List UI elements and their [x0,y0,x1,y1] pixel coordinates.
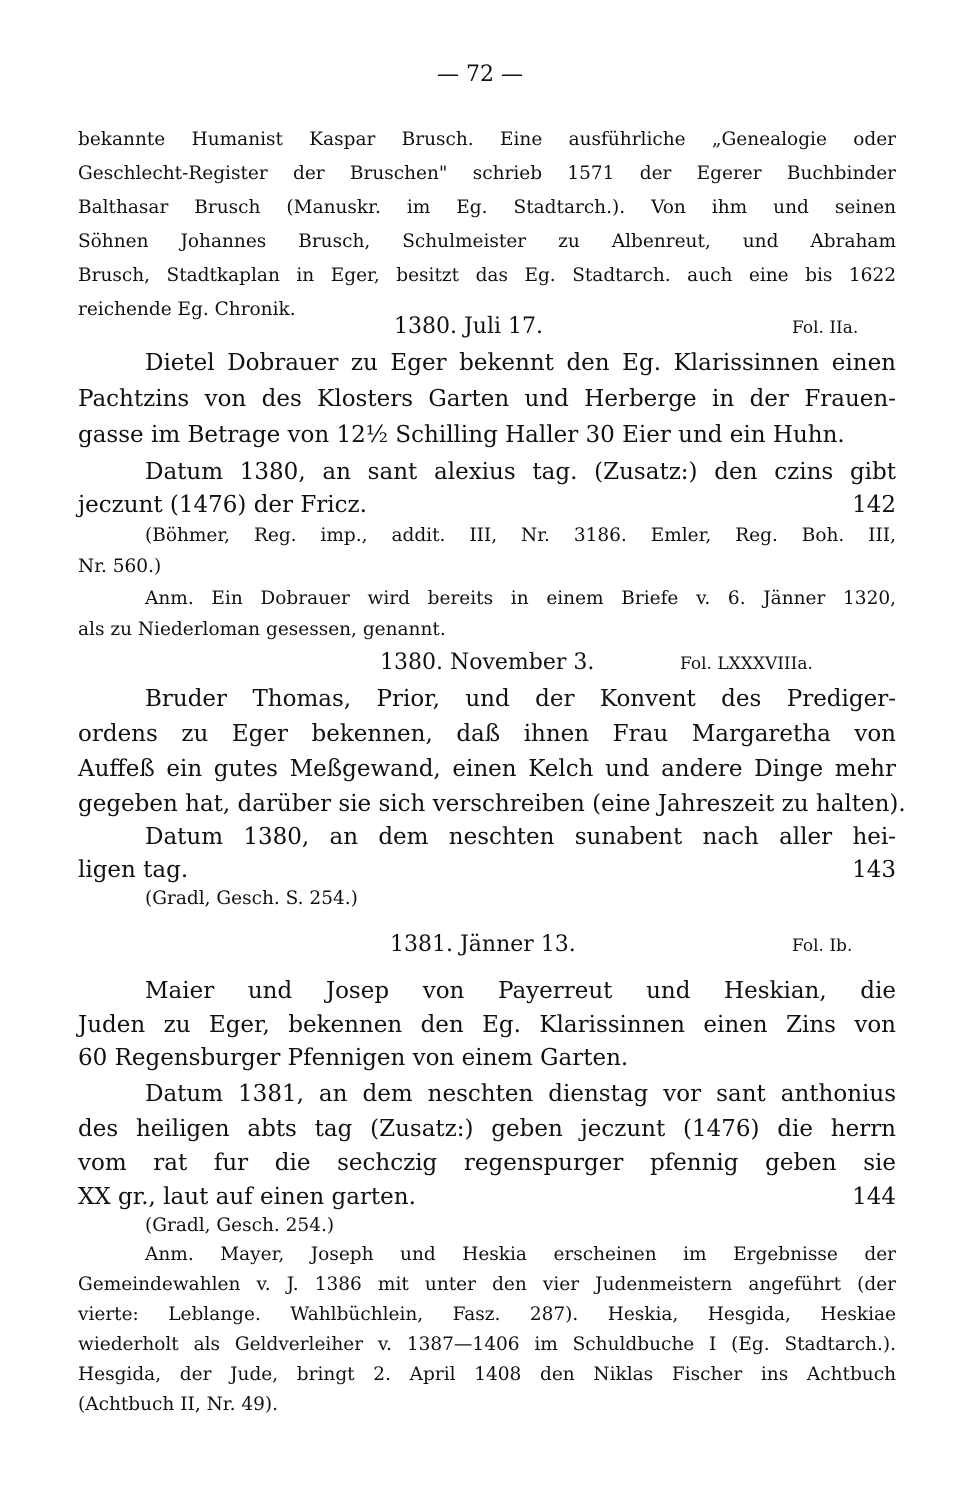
intro-line: Geschlecht-Register der Bruschen" schrieb 1571 der Egerer Buchbinder [78,163,896,184]
intro-line: bekannte Humanist Kaspar Brusch. Eine ausführliche „Genealogie oder [78,129,896,150]
intro-line: reichende Eg. Chronik. [78,299,296,320]
entry-summary-line: Auffeß ein gutes Meßgewand, einen Kelch und andere Dinge mehr [78,756,896,782]
page-number: — 72 — [437,62,523,87]
entry-summary-line: Pachtzins von des Klosters Garten und Herberge in der Frauen- [78,386,896,412]
entry-note-line: Gemeindewahlen v. J. 1386 mit unter den vier Judenmeistern angeführt (der [78,1274,896,1295]
entry-folio: Fol. IIa. [792,318,859,338]
entry-folio: Fol. Ib. [792,936,853,956]
entry-note-line: Anm. Mayer, Joseph und Heskia erscheinen im Ergebnisse der [145,1244,896,1265]
entry-datum-final-line [78,494,896,517]
entry-datum-line: ligen tag. [78,857,189,883]
entry-datum-line: jeczunt (1476) der Fricz. [78,492,367,518]
entry-datum-line: vom rat fur die sechczig regenspurger pfennig geben sie [78,1150,896,1176]
entry-number: 142 [852,492,896,518]
entry-date: 1380. November 3. [380,650,595,675]
entry-note-line: Anm. Ein Dobrauer wird bereits in einem Briefe v. 6. Jänner 1320, [145,588,896,609]
entry-datum-line: des heiligen abts tag (Zusatz:) geben jeczunt (1476) die herrn [78,1116,896,1142]
entry-summary-line: Maier und Josep von Payerreut und Heskian, die [145,978,896,1004]
intro-line: Söhnen Johannes Brusch, Schulmeister zu Albenreut, und Abraham [78,231,896,252]
entry-date: 1381. Jänner 13. [390,932,576,957]
intro-line: Brusch, Stadtkaplan in Eger, besitzt das Eg. Stadtarch. auch eine bis 1622 [78,265,896,286]
entry-datum-line: XX gr., laut auf einen garten. [78,1184,416,1210]
entry-summary-line: Bruder Thomas, Prior, und der Konvent des Prediger- [145,686,896,712]
entry-reference-line: (Gradl, Gesch. 254.) [145,1215,335,1236]
entry-datum-line: Datum 1381, an dem neschten dienstag vor sant anthonius [145,1081,896,1107]
entry-date: 1380. Juli 17. [394,314,544,339]
entry-summary-line: Juden zu Eger, bekennen den Eg. Klarissinnen einen Zins von [78,1012,896,1038]
entry-datum-line: Datum 1380, an sant alexius tag. (Zusatz:) den czins gibt [145,459,896,485]
entry-note-line: vierte: Leblange. Wahlbüchlein, Fasz. 287). Heskia, Hesgida, Heskiae [78,1304,896,1325]
entry-datum-final-line [78,859,896,882]
entry-number: 143 [852,857,896,883]
entry-number: 144 [852,1184,896,1210]
entry-summary-line: gasse im Betrage von 12½ Schilling Haller 30 Eier und ein Huhn. [78,422,845,448]
entry-note-line: (Achtbuch II, Nr. 49). [78,1394,278,1415]
entry-reference-line: (Böhmer, Reg. imp., addit. III, Nr. 3186. Emler, Reg. Boh. III, [145,525,896,546]
entry-summary-line: ordens zu Eger bekennen, daß ihnen Frau Margaretha von [78,721,896,747]
entry-datum-final-line [78,1186,896,1209]
entry-folio: Fol. LXXXVIIIa. [680,654,813,674]
entry-reference-line: Nr. 560.) [78,556,162,577]
entry-datum-line: Datum 1380, an dem neschten sunabent nach aller hei- [145,824,896,850]
entry-note-line: als zu Niederloman gesessen, genannt. [78,619,446,640]
entry-note-line: wiederholt als Geldverleiher v. 1387—1406 im Schuldbuche I (Eg. Stadtarch.). [78,1334,896,1355]
entry-reference-line: (Gradl, Gesch. S. 254.) [145,888,358,909]
intro-line: Balthasar Brusch (Manuskr. im Eg. Stadtarch.). Von ihm und seinen [78,197,896,218]
entry-summary-line: 60 Regensburger Pfennigen von einem Garten. [78,1045,629,1071]
entry-note-line: Hesgida, der Jude, bringt 2. April 1408 den Niklas Fischer ins Achtbuch [78,1364,896,1385]
entry-summary-line: gegeben hat, darüber sie sich verschreiben (eine Jahreszeit zu halten). [78,791,906,817]
entry-summary-line: Dietel Dobrauer zu Eger bekennt den Eg. Klarissinnen einen [145,350,896,376]
